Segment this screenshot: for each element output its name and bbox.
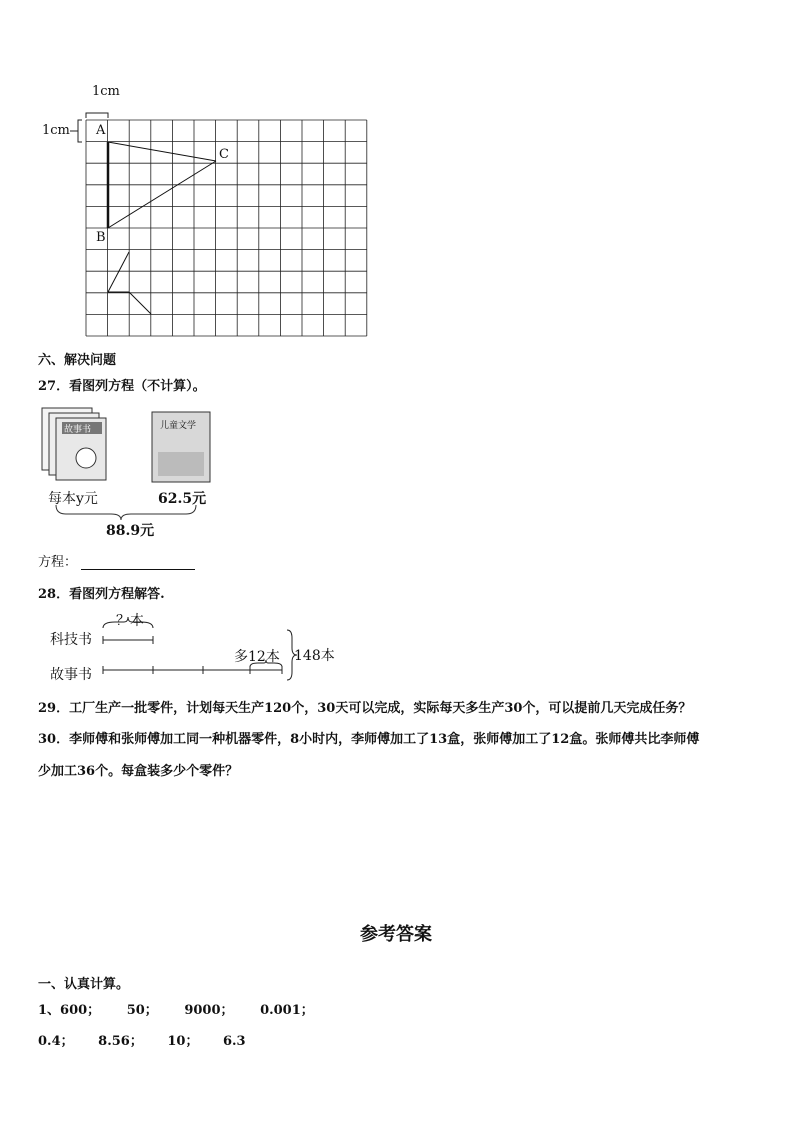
row-label-science-books: 科技书	[50, 632, 92, 648]
unit-label-left: 1cm	[42, 123, 70, 138]
point-label-b: B	[96, 230, 106, 245]
price-total: 88.9元	[106, 523, 155, 539]
book-left-title: 故事书	[64, 425, 92, 435]
equation-line	[38, 551, 195, 570]
answer-item: 0.4；	[38, 1034, 74, 1049]
question-28: 28．看图列方程解答.	[38, 587, 165, 602]
segment-bc	[108, 161, 216, 228]
segment-ac	[108, 142, 216, 161]
answer-item: 50；	[126, 1003, 158, 1018]
section-title: 六、解决问题	[38, 353, 117, 368]
answer-item: 6.3	[222, 1034, 246, 1049]
question-30-line1: 30．李师傅和张师傅加工同一种机器零件，8小时内，李师傅加工了13盒，张师傅加工了12盒。张师傅共比李师傅	[38, 732, 700, 747]
answers-section-1: 一、认真计算。	[38, 977, 130, 992]
answer-item: 9000；	[184, 1003, 234, 1018]
cartoon-face	[76, 448, 96, 468]
unit-bracket-left	[70, 120, 82, 142]
partial-line-3	[129, 292, 151, 314]
question-27: 27．看图列方程（不计算）。	[38, 379, 206, 394]
question-30-line2: 少加工36个。每盒装多少个零件？	[38, 764, 239, 779]
price-right: 62.5元	[158, 491, 207, 507]
book-right-title: 儿童文学	[160, 421, 197, 431]
answers-title: 参考答案	[360, 924, 432, 945]
equation-label: 方程：	[38, 555, 78, 570]
unknown-label: ？本	[116, 613, 144, 629]
price-each: 每本y元	[48, 491, 98, 507]
row-label-story-books: 故事书	[50, 667, 92, 683]
total-label: 148本	[294, 648, 335, 664]
grid-svg	[30, 80, 390, 350]
difference-label: 多12本	[234, 649, 280, 665]
answer-row-2	[38, 1030, 246, 1049]
answer-item: 8.56；	[98, 1034, 143, 1049]
books-svg	[36, 400, 226, 540]
answer-item: 10；	[167, 1034, 199, 1049]
partial-line-1	[108, 252, 129, 292]
answer-row-1	[38, 999, 314, 1018]
line-diagram	[50, 610, 350, 685]
point-label-a: A	[96, 123, 106, 138]
answer-item: 1、600；	[38, 1003, 101, 1018]
point-label-c: C	[219, 147, 229, 162]
equation-blank[interactable]	[81, 557, 195, 570]
answer-item: 0.001；	[260, 1003, 314, 1018]
question-29: 29．工厂生产一批零件，计划每天生产120个，30天可以完成，实际每天多生产30个，可以提前几天完成任务？	[38, 701, 692, 716]
unit-bracket-top	[86, 113, 108, 118]
books-illustration	[36, 400, 226, 540]
unit-label-top: 1cm	[92, 84, 120, 99]
grid-figure	[30, 80, 390, 350]
